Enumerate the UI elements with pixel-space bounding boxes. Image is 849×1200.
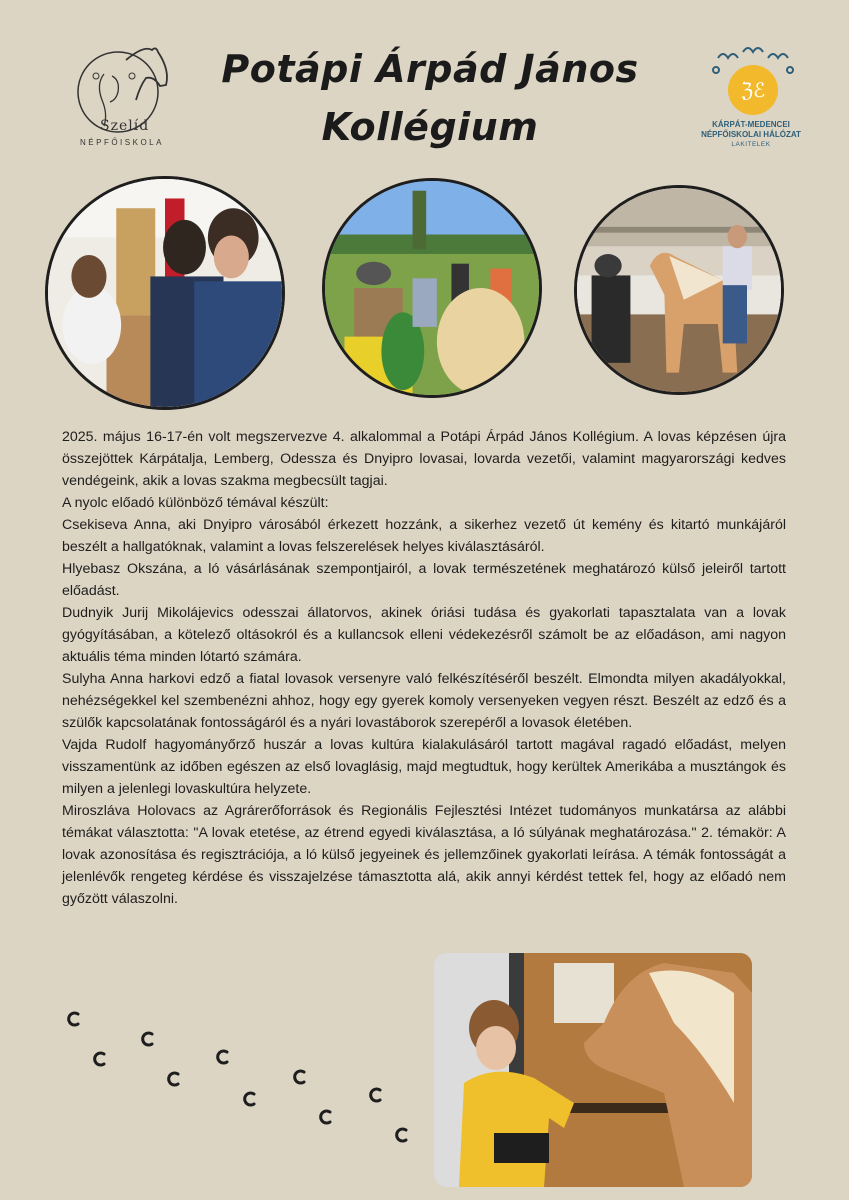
page-title [180, 40, 680, 156]
article-paragraph: Hlyebasz Okszána, a ló vásárlásának szempontjairól, a lovak természetének meghatározó külső jeleiről tartott előadást. [62, 561, 786, 599]
riding-hall-photo [574, 185, 784, 395]
horseshoe-icon [164, 1070, 182, 1088]
horseshoe-icon [213, 1048, 231, 1066]
title-line-2: Kollégium [321, 105, 539, 149]
outdoor-group-photo [322, 178, 542, 398]
article-paragraph: A nyolc előadó különböző témával készült: [62, 495, 329, 511]
horseshoe-icon [240, 1090, 258, 1108]
horseshoe-icon [392, 1126, 410, 1144]
article-paragraph: Miroszláva Holovacs az Agrárerőforrások és Regionális Fejlesztési Intézet tudományos munkatársa az alábbi témákat választotta: "A lovak etetése, az étrend egyedi kiválasztása, a ló súlyának meghatározása." 2. témakör: A lovak azonosítása és regisztrációja, a ló külső jegyeinek és jellemzőinek gyakorlati leírása. A témák fontosságát a jelenlévők rengeteg kérdése és visszajelzése támasztotta alá, akik annyi kérdést tettek fel, hogy az előadó nem győzött válaszolni. [62, 803, 786, 907]
article-paragraph: Csekiseva Anna, aki Dnyipro városából érkezett hozzánk, a sikerhez vezető út kemény és kitartó munkájáról beszélt a hallgatóknak, valamint a lovas felszerelések helyes kiválasztásáról. [62, 517, 786, 555]
svg-text:ℨℰ: ℨℰ [740, 78, 766, 102]
horseshoe-icon [64, 1010, 82, 1028]
title-line-1: Potápi Árpád János [221, 47, 639, 91]
logo-subtitle: NÉPFŐISKOLA [80, 138, 164, 147]
horseshoe-icon [138, 1030, 156, 1048]
people-indoors-photo [45, 176, 285, 410]
network-logo-line3: LAKITELEK [731, 141, 771, 148]
article-paragraph: Dudnyik Jurij Mikolájevics odesszai állatorvos, akinek óriási tudása és gyakorlati tapasztalata van a lovak gyógyításában, a kötelező oltásokról és a kullancsok elleni védekezésről számolt be az előadáson, ami nagyon aktuális téma minden lótartó számára. [62, 605, 786, 665]
logo-name: Szelíd [100, 118, 150, 134]
article-paragraph: Vajda Rudolf hagyományőrző huszár a lovas kultúra kialakulásáról tartott magával ragadó előadást, melyen visszamentünk az időben egészen az első lovaglásig, majd megtudtuk, hogy kerültek Amerikába a musztángok és milyen a jelenlegi lovaskultúra helyzete. [62, 737, 786, 797]
article-body [62, 426, 786, 910]
article-paragraph: Sulyha Anna harkovi edző a fiatal lovasok versenyre való felkészítéséről beszélt. Elmondta milyen akadályokkal, nehézségekkel kel szembenézni ahhoz, hogy egy gyerek komoly versenyeken vegyen részt. Beszélt az edző és a szülők kapcsolatának fontosságáról és a nyári lovastáborok szerepéről a lovasok életében. [62, 671, 786, 731]
network-logo-line2: NÉPFŐISKOLAI HÁLÓZAT [701, 130, 801, 139]
boy-with-horse-photo [434, 953, 752, 1187]
article-paragraph: 2025. május 16-17-én volt megszervezve 4. alkalommal a Potápi Árpád János Kollégium. A lovas képzésen újra összejöttek Kárpátalja, Lemberg, Odessza és Dnyipro lovasai, lovarda vezetői, valamint magyarországi kedves vendégeink, akik a lovas szakma megbecsült tagjai. [62, 429, 786, 489]
horseshoe-icon [290, 1068, 308, 1086]
horseshoe-icon [366, 1086, 384, 1104]
horseshoe-icon [90, 1050, 108, 1068]
horseshoe-icon [316, 1108, 334, 1126]
network-logo-line1: KÁRPÁT-MEDENCEI [712, 120, 790, 129]
